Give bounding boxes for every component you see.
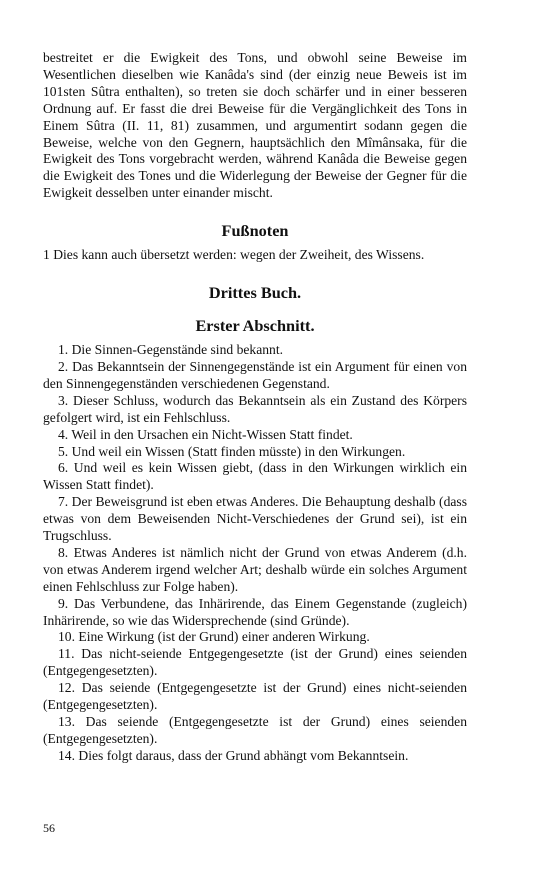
sutra-item-8: 8. Etwas Anderes ist nämlich nicht der Grund von etwas Anderem (d.h. von etwas Anderem irgend welcher Art; deshalb würde ein solches Argument einen Fehlschluss zur Folge haben). [43,544,467,594]
footnotes-heading: Fußnoten [221,221,289,241]
sutra-item-6: 6. Und weil es kein Wissen giebt, (dass in den Wirkungen wirklich ein Wissen Statt findet). [43,460,467,493]
footnote-1: 1 Dies kann auch übersetzt werden: wegen der Zweiheit, des Wissens. [43,247,425,263]
sutra-item-10: 10. Eine Wirkung (ist der Grund) einer anderen Wirkung. [58,629,370,645]
sutra-item-1: 1. Die Sinnen-Gegenstände sind bekannt. [58,342,284,358]
sutra-item-5: 5. Und weil ein Wissen (Statt finden müsste) in den Wirkungen. [58,443,406,459]
sutra-item-9: 9. Das Verbundene, das Inhärirende, das Einem Gegenstande (zugleich) Inhärirende, so wie das Widersprechende (sind Gründe). [43,595,467,628]
sutra-item-7: 7. Der Beweisgrund ist eben etwas Anderes. Die Behauptung deshalb (dass etwas von dem Beweisenden Nicht-Verschiedenes der Grund sei), ist ein Trugschluss. [43,494,467,544]
sutra-list [43,342,467,765]
sutra-item-14: 14. Dies folgt daraus, dass der Grund abhängt vom Bekanntsein. [58,747,409,763]
sutra-item-13: 13. Das seiende (Entgegengesetzte ist der Grund) eines seienden (Entgegengesetzten). [43,714,467,746]
sutra-item-3: 3. Dieser Schluss, wodurch das Bekanntsein als ein Zustand des Körpers gefolgert wird, ist ein Fehlschluss. [43,392,467,425]
sutra-item-4: 4. Weil in den Ursachen ein Nicht-Wissen Statt findet. [58,426,353,442]
page-number: 56 [43,821,55,835]
book-heading: Drittes Buch. [208,283,302,303]
sutra-item-12: 12. Das seiende (Entgegengesetzte ist der Grund) eines nicht-seienden (Entgegengesetzten). [43,680,467,713]
sutra-item-2: 2. Das Bekanntsein der Sinnengegenstände ist ein Argument für einen von den Sinnengegenständen verschiedenen Gegenstand. [43,358,467,391]
sutra-item-11: 11. Das nicht-seiende Entgegengesetzte (ist der Grund) eines seienden (Entgegengesetzten). [43,646,467,679]
intro-paragraph: bestreitet er die Ewigkeit des Tons, und obwohl seine Beweise im Wesentlichen dieselben wie Kanâda's sind (der einzig neue Beweis ist im 101sten Sûtra enthalten), so treten sie doch schärfer und in einer besseren Ordnung auf. Er fasst die drei Beweise für die Vergänglichkeit des Tons in Einem Sûtra (II. 11, 81) zusammen, und argumentirt sodann gegen die Beweise, welche von den Gegnern, hauptsächlich den Mîmânsaka, für die Ewigkeit des Tons vorgebracht werden, während Kanâda die Beweise gegen die Ewigkeit des Tones und die Widerlegung der Beweise der Gegner für die Ewigkeit desselben unter einander mischt. [43,50,467,201]
page-content [43,50,467,765]
section-heading: Erster Abschnitt. [195,316,315,336]
